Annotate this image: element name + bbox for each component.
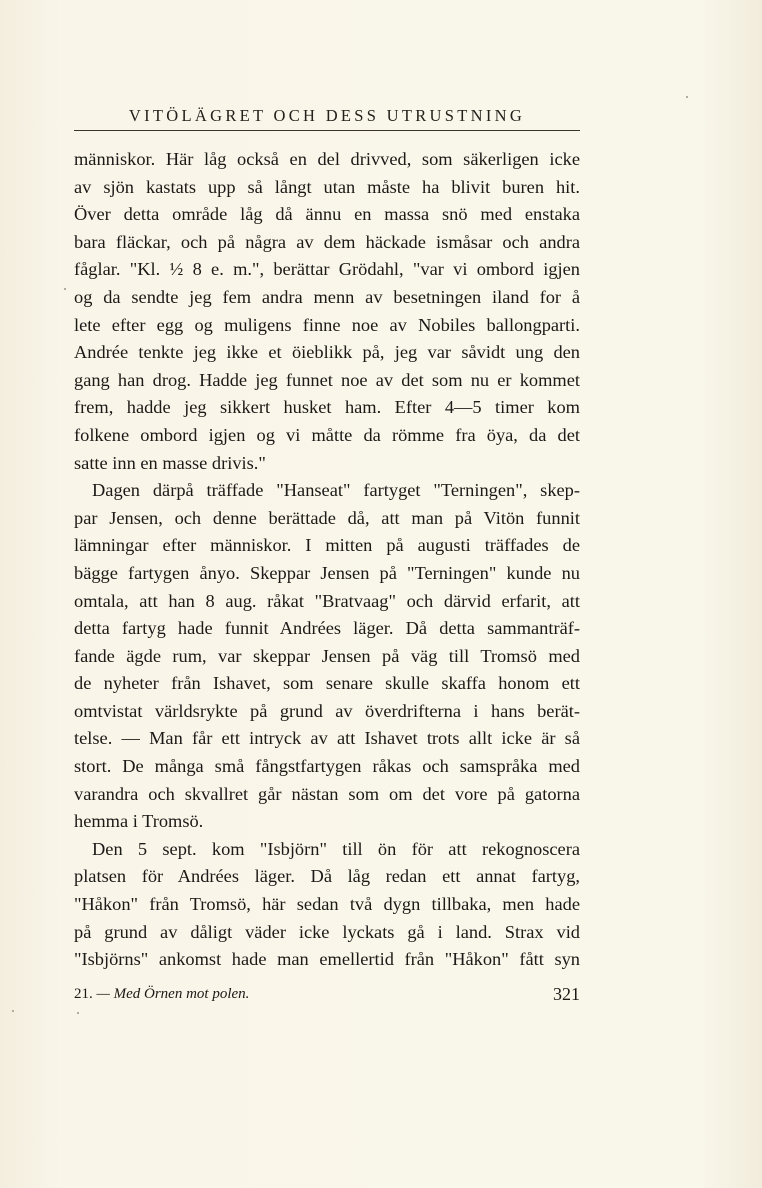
- signature-title: — Med Örnen mot polen.: [96, 986, 250, 1002]
- text-line: stort. De många små fångstfartygen råkas och samspråka med: [74, 756, 580, 777]
- text-line: av sjön kastats upp så långt utan måste ha blivit buren hit.: [74, 176, 580, 197]
- text-line: Andrée tenkte jeg ikke et öieblikk på, jeg var såvidt ung den: [74, 342, 580, 363]
- text-line: Dagen därpå träffade "Hanseat" fartyget "Terningen", skep-: [92, 480, 580, 501]
- text-line: människor. Här låg också en del drivved, som säkerligen icke: [74, 149, 580, 169]
- text-line: Den 5 sept. kom "Isbjörn" till ön för att rekognoscera: [92, 838, 580, 859]
- text-line: "Håkon" från Tromsö, här sedan två dygn tillbaka, men hade: [74, 894, 580, 915]
- text-line: fande ägde rum, var skeppar Jensen på väg till Tromsö med: [74, 645, 580, 666]
- text-line: bägge fartygen ånyo. Skeppar Jensen på "Terningen" kunde nu: [74, 562, 580, 583]
- paper-speck: [686, 96, 688, 98]
- text-line: omtvistat världsrykte på grund av överdrifterna i hans berät-: [74, 700, 580, 721]
- text-line: de nyheter från Ishavet, som senare skulle skaffa honom ett: [74, 673, 580, 694]
- text-line: fåglar. "Kl. ½ 8 e. m.", berättar Grödahl, "var vi ombord igjen: [74, 259, 580, 280]
- page-number: 321: [553, 984, 580, 1004]
- paragraph: [74, 477, 580, 836]
- text-line: på grund av dåligt väder icke lyckats gå i land. Strax vid: [74, 921, 580, 942]
- text-line: folkene ombord igjen og vi måtte da römme fra öya, da det: [74, 424, 580, 445]
- signature-number: 21.: [74, 986, 93, 1002]
- paper-speck: [77, 1012, 79, 1014]
- paper-speck: [64, 288, 66, 290]
- text-line: platsen för Andrées läger. Då låg redan ett annat fartyg,: [74, 866, 580, 887]
- text-line: par Jensen, och denne berättade då, att man på Vitön funnit: [74, 507, 580, 528]
- paragraph: [74, 146, 580, 477]
- paragraph: [74, 836, 580, 974]
- text-line: og da sendte jeg fem andra menn av besetningen iland for å: [74, 286, 580, 307]
- text-line: telse. — Man får ett intryck av att Ishavet trots allt icke är så: [74, 728, 580, 749]
- text-line: detta fartyg hade funnit Andrées läger. Då detta sammanträf-: [74, 618, 580, 639]
- text-line: "Isbjörns" ankomst hade man emellertid från "Håkon" fått syn: [74, 949, 580, 970]
- text-line: hemma i Tromsö.: [74, 811, 204, 832]
- printer-signature: [74, 986, 249, 1003]
- running-head: VITÖLÄGRET OCH DESS UTRUSTNING: [128, 106, 526, 125]
- text-line: omtala, att han 8 aug. råkat "Bratvaag" och därvid erfarit, att: [74, 590, 580, 611]
- text-line: frem, hadde jeg sikkert husket ham. Efter 4—5 timer kom: [74, 397, 580, 418]
- header-rule: [74, 130, 580, 131]
- text-line: Över detta område låg då ännu en massa snö med enstaka: [74, 204, 580, 225]
- page-footer: [74, 984, 580, 1010]
- body-text: [74, 146, 580, 974]
- text-line: lete efter egg og muligens finne noe av Nobiles ballongparti.: [74, 314, 580, 335]
- text-line: bara fläckar, och på några av dem häckade ismåsar och andra: [74, 231, 580, 252]
- text-line: varandra och skvallret går nästan som om det vore på gatorna: [74, 783, 580, 804]
- paper-speck: [12, 1010, 14, 1012]
- text-line: gang han drog. Hadde jeg funnet noe av det som nu er kommet: [74, 369, 580, 390]
- text-line: satte inn en masse drivis.": [74, 452, 266, 473]
- text-line: lämningar efter människor. I mitten på augusti träffades de: [74, 535, 580, 556]
